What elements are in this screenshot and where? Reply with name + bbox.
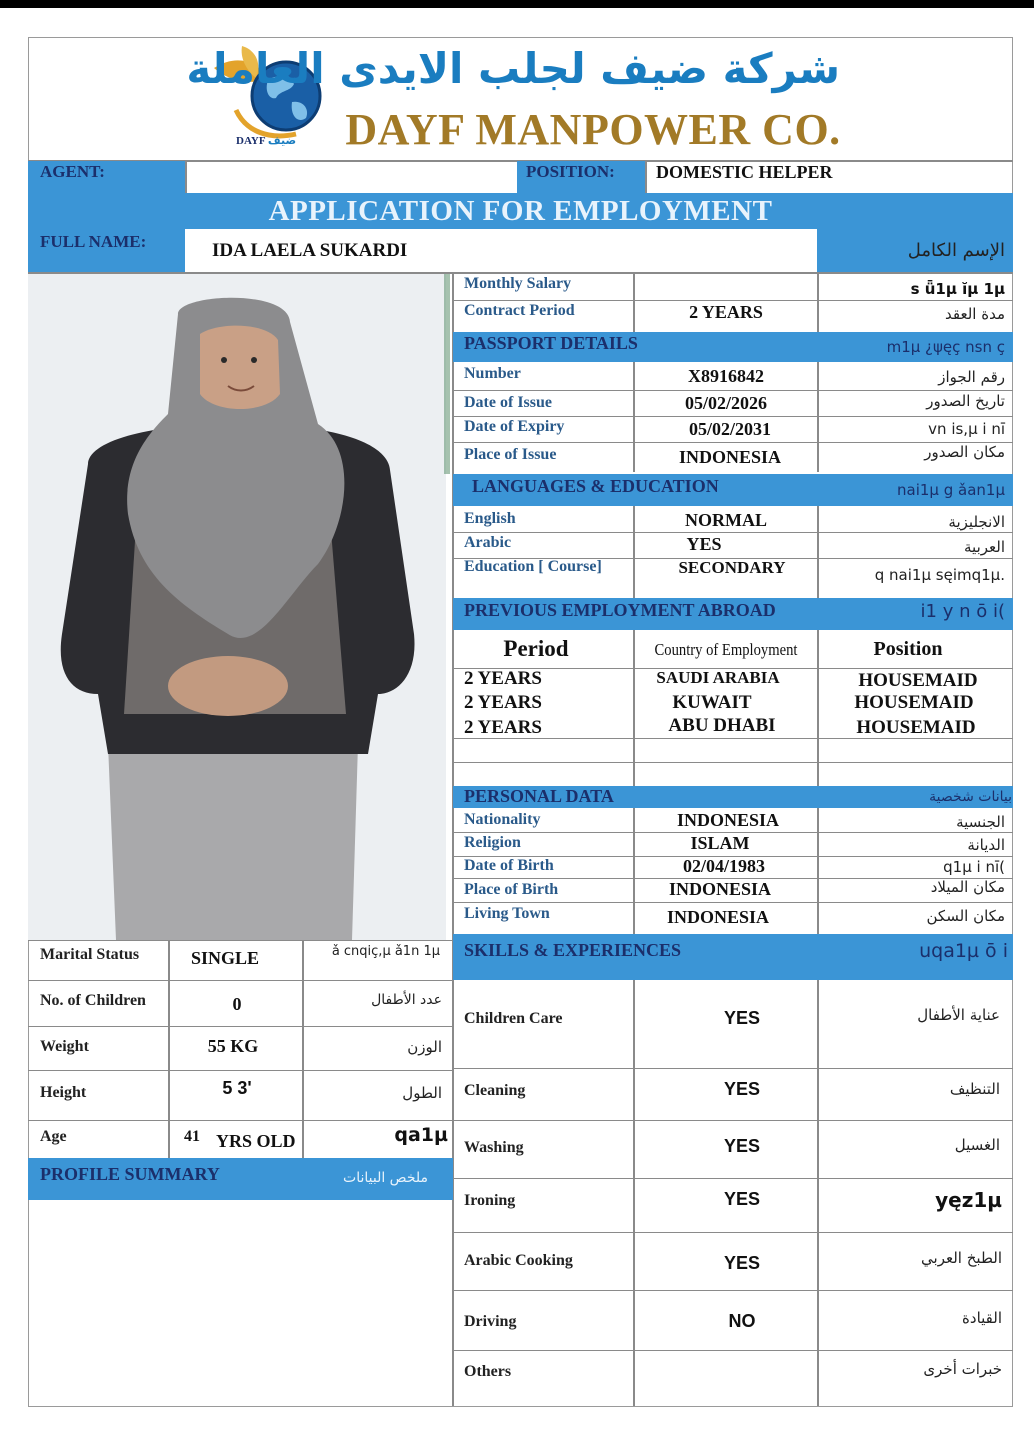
skill-children-care-value: YES [723,1008,761,1028]
age-unit: YRS OLD [216,1131,296,1151]
employment-row-position: HOUSEMAID [856,717,976,738]
employment-row-position: HOUSEMAID [858,670,978,691]
pob-arabic: مكان الميلاد [930,878,1005,896]
english-value: NORMAL [685,510,767,530]
skills-title: SKILLS & EXPERIENCES [464,940,682,960]
dob-value: 02/04/1983 [682,856,765,876]
height-label: Height [40,1084,87,1101]
height-value: 5 3' [222,1078,252,1098]
skill-others-label: Others [464,1363,512,1380]
passport-number-value: X8916842 [688,366,764,386]
passport-issue-date-arabic: تاريخ الصدور [926,392,1005,410]
religion-label: Religion [464,834,521,851]
skill-ironing-value: YES [723,1189,761,1209]
skill-children-care-label: Children Care [464,1010,563,1027]
education-label: Education [ Course] [464,558,602,575]
skill-driving-value: NO [728,1311,756,1331]
skill-cleaning-arabic: التنظيف [949,1080,1000,1098]
passport-place-arabic: مكان الصدور [924,443,1005,461]
religion-arabic: الديانة [967,836,1005,854]
passport-place-value: INDONESIA [678,447,782,467]
top-black-bar [0,0,1034,8]
skill-cleaning-label: Cleaning [464,1082,526,1099]
marital-status-arabic: ǎ cnqiç,µ ǎ1n 1µ [331,944,440,959]
arabic-arabic: العربية [964,538,1005,556]
passport-place-label: Place of Issue [464,446,557,463]
contract-period-label: Contract Period [464,302,575,319]
living-town-arabic: مكان السكن [926,907,1005,925]
pob-value: INDONESIA [668,879,772,899]
passport-expiry-value: 05/02/2031 [688,419,771,439]
logo-caption: DAYF ضيف [236,134,297,147]
nationality-label: Nationality [464,811,541,828]
skill-others-arabic: خبرات أخرى [923,1360,1002,1378]
form-title: APPLICATION FOR EMPLOYMENT [268,195,773,227]
salary-label: Monthly Salary [464,275,572,292]
passport-issue-date-label: Date of Issue [464,394,552,411]
skill-washing-arabic: الغسيل [954,1136,1000,1154]
education-value: SECONDARY [678,558,786,577]
profile-summary-title: PROFILE SUMMARY [40,1164,220,1184]
skill-ironing-label: Ironing [464,1192,516,1209]
employment-row-country: SAUDI ARABIA [656,668,780,687]
personal-title-arabic: بيانات شخصية [929,789,1012,805]
living-town-value: INDONESIA [666,907,770,927]
agent-label: AGENT: [40,162,105,181]
english-arabic: الانجليزية [948,513,1005,531]
arabic-label: Arabic [464,534,512,551]
weight-label: Weight [40,1038,89,1055]
skill-children-care-arabic: عناية الأطفال [917,1006,1000,1024]
skill-arabic-cooking-label: Arabic Cooking [464,1252,573,1269]
education-arabic: .q nai1µ sęimq1µ [874,566,1005,584]
nationality-value: INDONESIA [676,810,780,830]
passport-expiry-arabic: vn is,µ i nī [928,420,1005,438]
company-name-arabic: شركة ضيف لجلب الايدى العاملة [186,44,840,93]
weight-arabic: الوزن [407,1038,442,1056]
employment-title: PREVIOUS EMPLOYMENT ABROAD [464,600,776,620]
passport-title-arabic: m1µ ¿ψęç nsn ç [886,338,1005,356]
position-label: POSITION: [526,162,615,181]
languages-title-arabic: nai1µ g ǎan1µ [897,481,1005,499]
height-arabic: الطول [402,1084,442,1102]
employment-col-position: Position [873,638,943,660]
employment-row-country: KUWAIT [672,692,752,713]
contract-period-arabic: مدة العقد [945,305,1005,323]
religion-value: ISLAM [690,833,750,853]
contract-period-value: 2 YEARS [689,302,763,322]
full-name-arabic: الإسم الكامل [907,240,1005,261]
weight-value: 55 KG [207,1036,259,1056]
skill-arabic-cooking-arabic: الطبخ العربي [921,1249,1002,1267]
employment-row-period: 2 YEARS [464,692,542,713]
employment-row-period: 2 YEARS [464,717,542,738]
company-name-english: DAYF MANPOWER CO. [345,105,841,154]
skill-arabic-cooking-value: YES [723,1253,761,1273]
languages-title: LANGUAGES & EDUCATION [472,476,719,496]
employment-col-country: Country of Employment [654,640,798,659]
salary-arabic: s ǖ1µ ĭµ 1µ [910,280,1005,298]
skills-title-arabic: uqa1µ ō i [919,940,1008,962]
passport-expiry-label: Date of Expiry [464,418,565,435]
children-count-value: 0 [232,994,242,1014]
skill-driving-label: Driving [464,1313,517,1330]
english-label: English [464,510,516,527]
full-name-value: IDA LAELA SUKARDI [212,240,408,261]
passport-number-label: Number [464,365,521,382]
employment-title-arabic: )i1 y n ō i [920,601,1005,622]
full-name-label: FULL NAME: [40,232,147,251]
skill-washing-label: Washing [464,1139,524,1156]
arabic-value: YES [686,534,722,554]
living-town-label: Living Town [464,905,550,922]
children-count-arabic: عدد الأطفال [371,992,442,1008]
age-label: Age [40,1128,67,1145]
passport-title: PASSPORT DETAILS [464,333,638,353]
passport-issue-date-value: 05/02/2026 [684,393,767,413]
marital-status-label: Marital Status [40,946,140,963]
employment-row-period: 2 YEARS [464,668,542,689]
employment-row-position: HOUSEMAID [854,692,974,713]
personal-title: PERSONAL DATA [464,786,614,806]
skill-washing-value: YES [723,1136,761,1156]
marital-status-value: SINGLE [190,948,260,968]
skill-ironing-arabic: yęz1µ [935,1188,1002,1212]
employment-col-period: Period [503,636,569,661]
age-number: 41 [184,1128,200,1145]
children-count-label: No. of Children [40,992,146,1009]
passport-number-arabic: رقم الجواز [938,368,1005,386]
applicant-photo [28,274,446,940]
skill-driving-arabic: القيادة [962,1309,1002,1327]
pob-label: Place of Birth [464,881,559,898]
employment-row-country: ABU DHABI [668,715,776,736]
age-arabic: qa1µ [394,1124,448,1146]
dob-arabic: )q1µ i nī [943,858,1005,876]
nationality-arabic: الجنسية [956,813,1005,831]
dob-label: Date of Birth [464,857,554,874]
profile-summary-arabic: ملخص البيانات [343,1170,428,1186]
skill-cleaning-value: YES [723,1079,761,1099]
position-value: DOMESTIC HELPER [656,162,833,182]
